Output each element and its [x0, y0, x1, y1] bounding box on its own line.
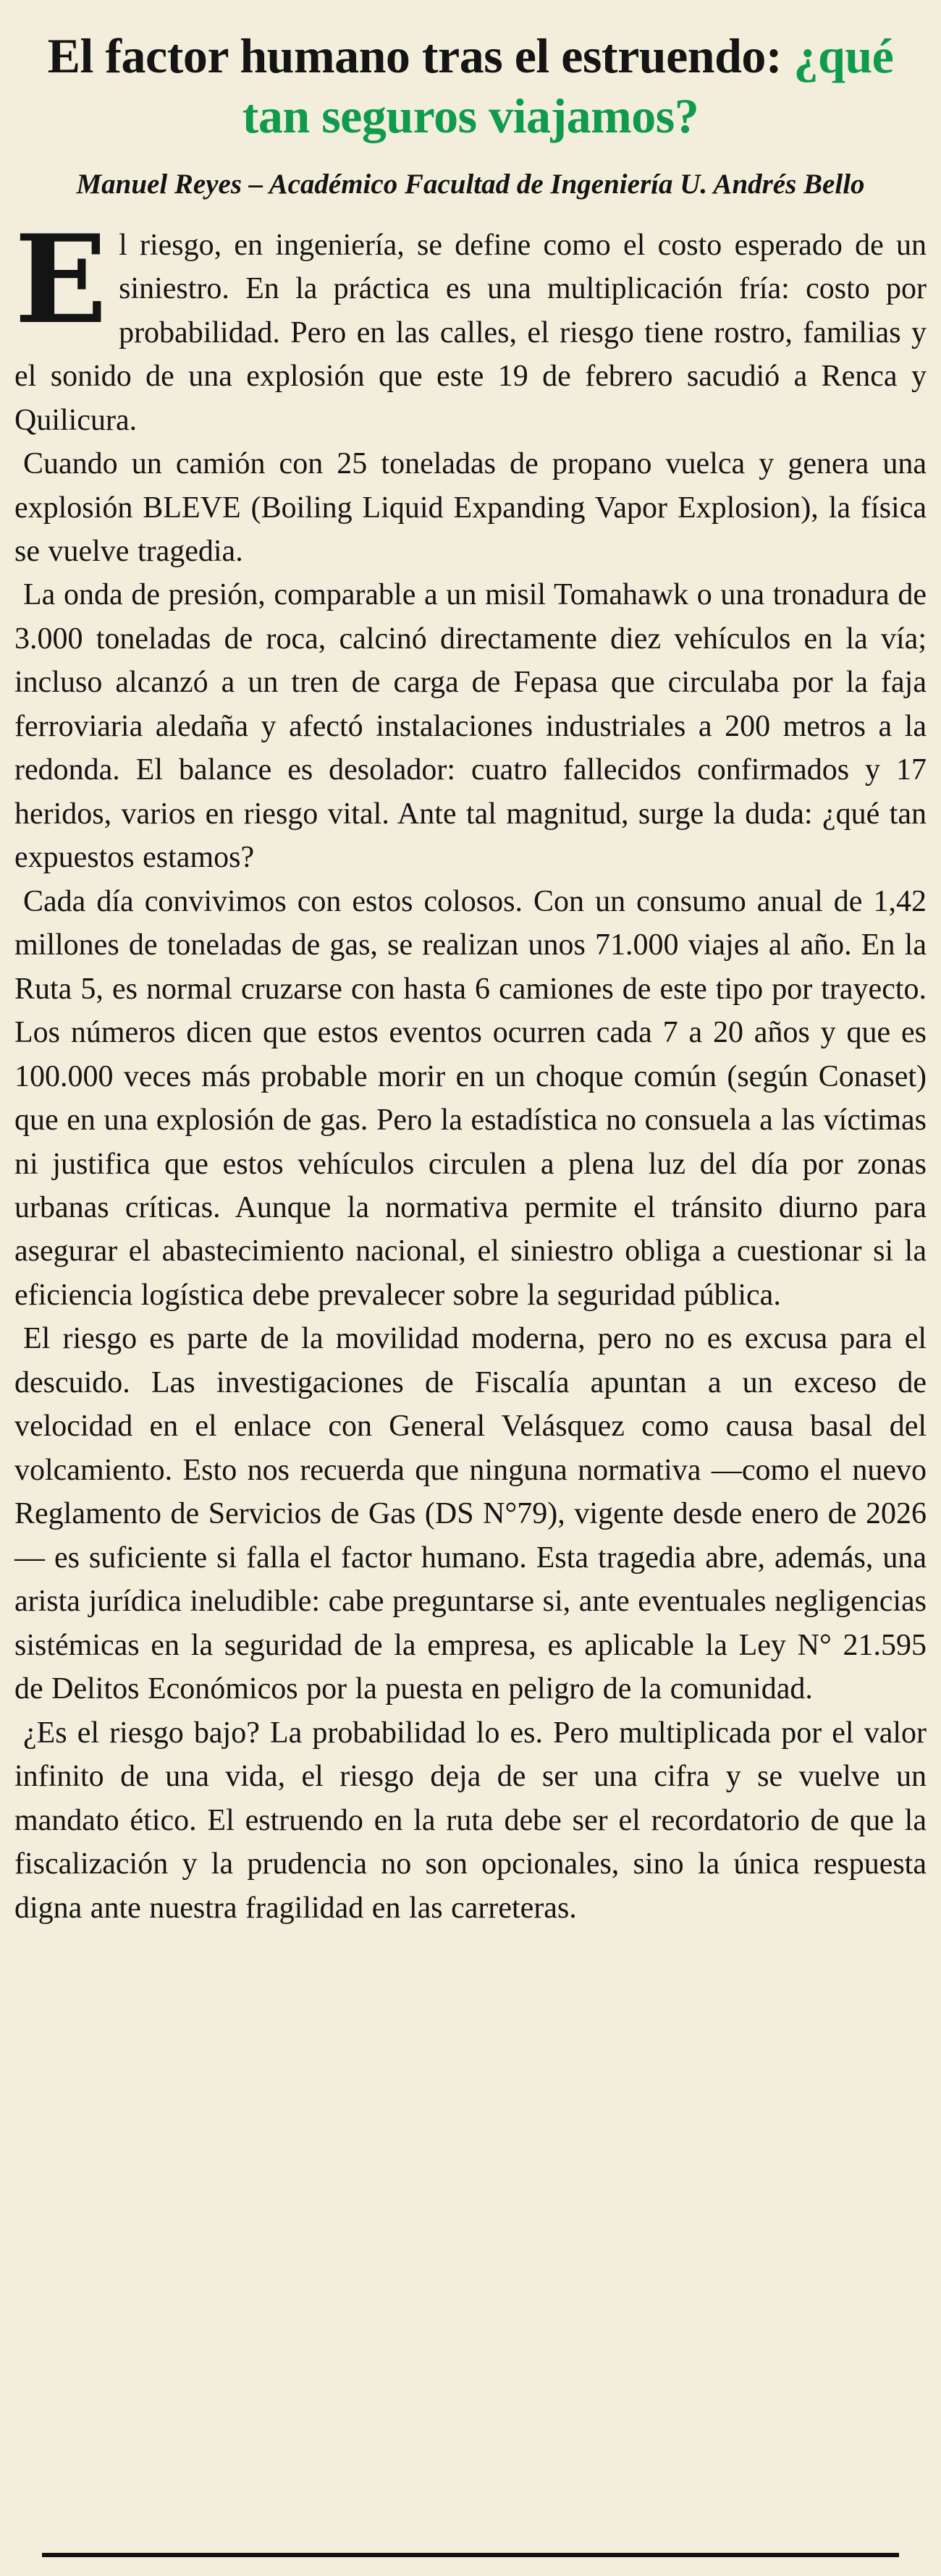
paragraph: Cuando un camión con 25 toneladas de propano vuelca y genera una explosión BLEVE (Boiling Liquid Expanding Vapor Explosion), la física se vuelve tragedia. [14, 447, 927, 568]
paragraph: ¿Es el riesgo bajo? La probabilidad lo es. Pero multiplicada por el valor infinito de una vida, el riesgo deja de ser una cifra y se vuelve un mandato ético. El estruendo en la ruta debe ser el recordatorio de que la fiscalización y la prudencia no son opcionales, sino la única respuesta digna ante nuestra fragilidad en las carreteras. [14, 1716, 927, 1925]
article-title-main: El factor humano tras el estruendo: [47, 28, 794, 83]
dropcap-letter: E [14, 207, 108, 351]
paragraph: El riesgo es parte de la movilidad moderna, pero no es excusa para el descuido. Las investigaciones de Fiscalía apuntan a un exceso de velocidad en el enlace con General Velásquez como causa basal del volcamiento. Esto nos recuerda que ninguna normativa —como el nuevo Reglamento de Servicios de Gas (DS N°79), vigente desde enero de 2026— es suficiente si falla el factor humano. Esta tragedia abre, además, una arista jurídica ineludible: cabe preguntarse si, ante eventuales negligencias sistémicas en la seguridad de la empresa, es aplicable la Ley N° 21.595 de Delitos Económicos por la puesta en peligro de la comunidad. [14, 1322, 927, 1706]
paragraph: La onda de presión, comparable a un misil Tomahawk o una tronadura de 3.000 toneladas de roca, calcinó directamente diez vehículos en la vía; incluso alcanzó a un tren de carga de Fepasa que circulaba por la faja ferroviaria aledaña y afectó instalaciones industriales a 200 metros a la redonda. El balance es desolador: cuatro fallecidos confirmados y 17 heridos, varios en riesgo vital. Ante tal magnitud, surge la duda: ¿qué tan expuestos estamos? [14, 578, 927, 875]
article-byline: Manuel Reyes – Académico Facultad de Ingeniería U. Andrés Bello [76, 168, 865, 200]
spacer [14, 1930, 927, 2522]
article-title [14, 22, 927, 149]
bottom-divider [42, 2553, 899, 2557]
paragraph: Cada día convivimos con estos colosos. Con un consumo anual de 1,42 millones de toneladas de gas, se realizan unos 71.000 viajes al año. En la Ruta 5, es normal cruzarse con hasta 6 camiones de este tipo por trayecto. Los números dicen que estos eventos ocurren cada 7 a 20 años y que es 100.000 veces más probable morir en un choque común (según Conaset) que en una explosión de gas. Pero la estadística no consuela a las víctimas ni justifica que estos vehículos circulen a plena luz del día por zonas urbanas críticas. Aunque la normativa permite el tránsito diurno para asegurar el abastecimiento nacional, el siniestro obliga a cuestionar si la eficiencia logística debe prevalecer sobre la seguridad pública. [14, 884, 927, 1312]
paragraph [14, 207, 927, 442]
article-body [14, 207, 927, 1930]
paragraph-text: l riesgo, en ingeniería, se define como el costo esperado de un siniestro. En la práctica es una multiplicación fría: costo por probabilidad. Pero en las calles, el riesgo tiene rostro, familias y el sonido de una explosión que este 19 de febrero sacudió a Renca y Quilicura. [14, 228, 927, 437]
article-title-highlight: ¿qué tan seguros viajamos? [242, 28, 894, 143]
